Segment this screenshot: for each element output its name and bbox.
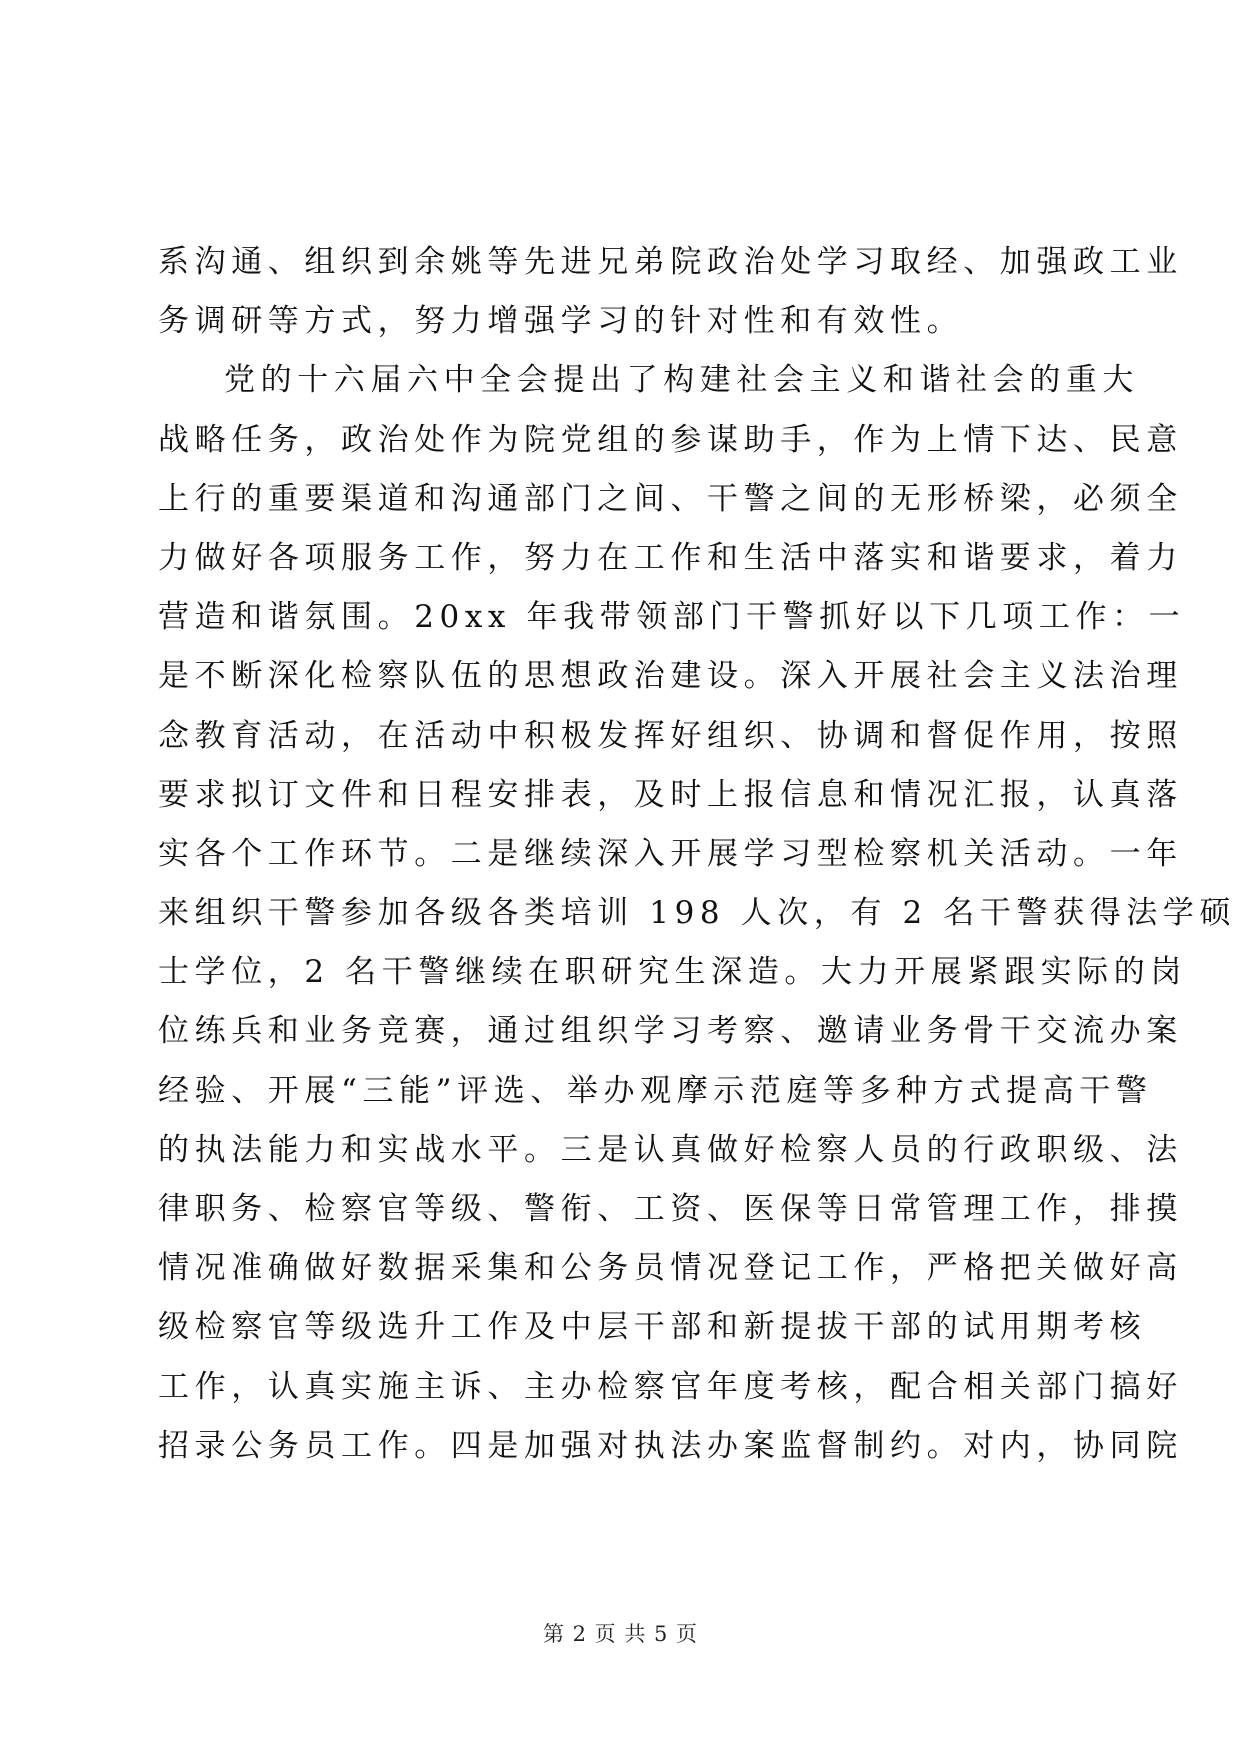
text-line: 要求拟订文件和日程安排表，及时上报信息和情况汇报，认真落 xyxy=(158,776,1183,813)
text-line: 工作，认真实施主诉、主办检察官年度考核，配合相关部门搞好 xyxy=(158,1368,1183,1405)
text-line: 情况准确做好数据采集和公务员情况登记工作，严格把关做好高 xyxy=(158,1250,1183,1287)
text-line: 力做好各项服务工作，努力在工作和生活中落实和谐要求，着力 xyxy=(158,539,1183,576)
text-line: 级检察官等级选升工作及中层干部和新提拔干部的试用期考核 xyxy=(158,1309,1147,1346)
text-line: 念教育活动，在活动中积极发挥好组织、协调和督促作用，按照 xyxy=(158,717,1183,754)
text-line: 来组织干警参加各级各类培训 198 人次，有 2 名干警获得法学硕 xyxy=(158,895,1237,932)
text-line: 的执法能力和实战水平。三是认真做好检察人员的行政职级、法 xyxy=(158,1131,1183,1168)
text-line: 营造和谐氛围。20xx 年我带领部门干警抓好以下几项工作：一 xyxy=(158,599,1186,636)
text-line: 务调研等方式，努力增强学习的针对性和有效性。 xyxy=(158,303,964,340)
text-line: 经验、开展“三能”评选、举办观摩示范庭等多种方式提高干警 xyxy=(158,1072,1153,1109)
page-number-footer: 第 2 页 共 5 页 xyxy=(542,1622,699,1646)
text-line: 士学位，2 名干警继续在职研究生深造。大力开展紧跟实际的岗 xyxy=(158,954,1187,991)
text-line: 实各个工作环节。二是继续深入开展学习型检察机关活动。一年 xyxy=(158,835,1183,872)
paragraph-start-line: 党的十六届六中全会提出了构建社会主义和谐社会的重大 xyxy=(224,362,1139,399)
text-line: 是不断深化检察队伍的思想政治建设。深入开展社会主义法治理 xyxy=(158,658,1183,695)
text-line: 战略任务，政治处作为院党组的参谋助手，作为上情下达、民意 xyxy=(158,421,1183,458)
text-line: 招录公务员工作。四是加强对执法办案监督制约。对内，协同院 xyxy=(158,1427,1183,1464)
document-body xyxy=(158,233,1237,1476)
text-line: 系沟通、组织到余姚等先进兄弟院政治处学习取经、加强政工业 xyxy=(158,244,1183,280)
text-line: 位练兵和业务竞赛，通过组织学习考察、邀请业务骨干交流办案 xyxy=(158,1013,1183,1050)
text-line: 上行的重要渠道和沟通部门之间、干警之间的无形桥梁，必须全 xyxy=(158,480,1183,517)
text-line: 律职务、检察官等级、警衔、工资、医保等日常管理工作，排摸 xyxy=(158,1191,1183,1227)
